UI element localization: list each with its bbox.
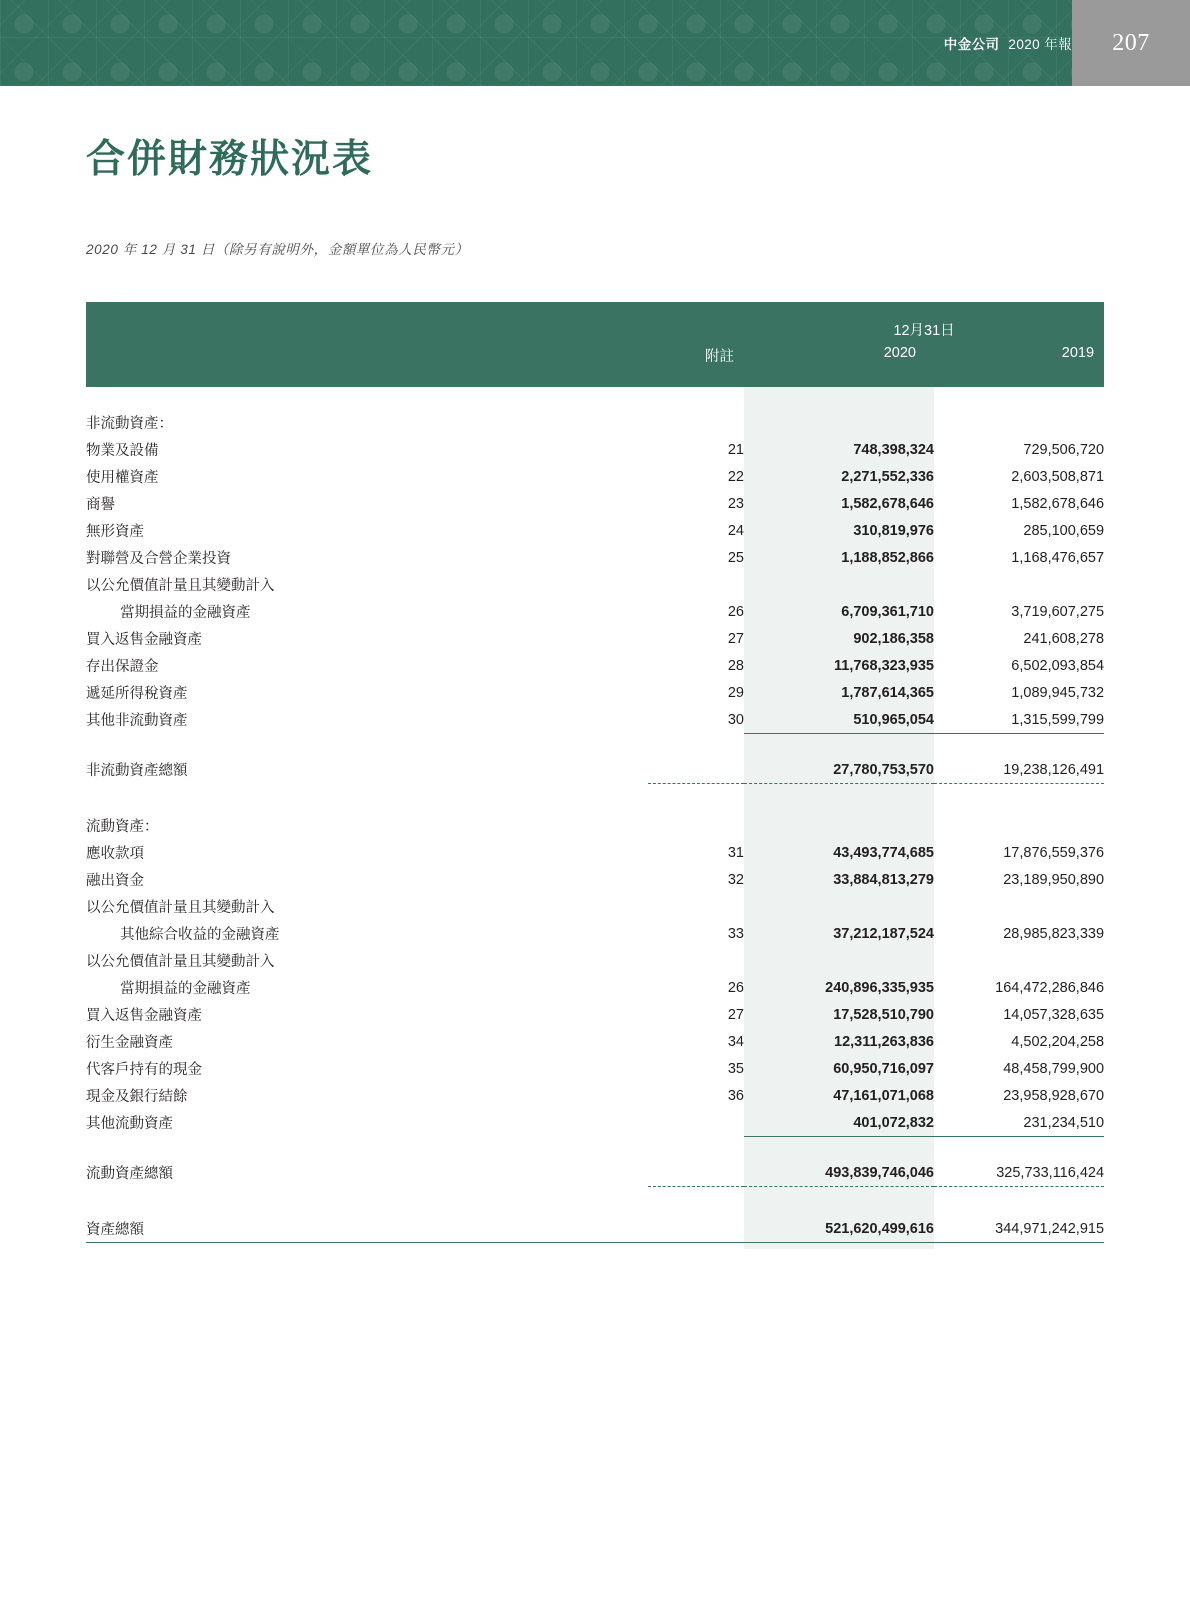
row-value-2019: 6,502,093,854 [1011,657,1105,674]
table-row [86,866,1104,893]
row-value-2020: 11,768,323,935 [744,652,934,679]
row-note [648,571,744,598]
total-label: 流動資產總額 [86,1166,173,1183]
row-note: 26 [727,603,744,620]
row-label: 融出資金 [86,873,144,889]
row-value-2019: 2,603,508,871 [1011,468,1105,485]
section-total-row [86,756,1104,784]
row-value-2020: 2,271,552,336 [744,463,934,490]
row-value-2020: 240,896,335,935 [744,974,934,1001]
row-value-2019: 164,472,286,846 [995,979,1105,996]
row-value-2019: 729,506,720 [1023,441,1105,458]
row-label: 商譽 [86,497,115,513]
row-value-2019: 3,719,607,275 [1011,603,1105,620]
table-gap [86,1193,1104,1215]
row-value-2020: 43,493,774,685 [744,839,934,866]
row-value-2019: 23,958,928,670 [1003,1087,1105,1104]
row-label: 衍生金融資產 [86,1035,173,1051]
grand-total-underline [86,1243,1104,1250]
table-gap [86,790,1104,812]
row-label: 其他流動資產 [86,1116,173,1133]
row-value-2019: 285,100,659 [1023,522,1105,539]
row-note: 34 [727,1033,744,1050]
row-value-2019: 23,189,950,890 [1003,871,1105,888]
header-report-year: 2020 年報 [1008,37,1072,52]
row-label: 無形資產 [86,524,144,540]
table-header-columns-row [86,345,1104,387]
row-label: 以公允價值計量且其變動計入 [86,954,275,970]
grand-total-value-2020: 521,620,499,616 [744,1215,934,1243]
row-value-2020: 1,787,614,365 [744,679,934,706]
table-gap [86,1137,1104,1160]
section-total-row [86,1159,1104,1187]
header-company-info [944,0,1072,86]
row-value-2020: 17,528,510,790 [744,1001,934,1028]
grand-total-label: 資產總額 [86,1222,144,1238]
row-note [648,893,744,920]
row-label: 其他非流動資產 [86,713,188,730]
page-number: 207 [1072,0,1190,86]
row-value-2020 [744,571,934,598]
table-body [86,302,1104,1249]
page-header-band [0,0,1190,86]
row-value-2019: 28,985,823,339 [1003,925,1105,942]
row-value-2019: 14,057,328,635 [1003,1006,1105,1023]
row-label: 現金及銀行結餘 [86,1089,188,1105]
row-value-2019 [934,571,1104,598]
section-heading: 非流動資產： [86,416,173,432]
row-note: 24 [727,522,744,539]
row-note [648,1109,744,1137]
row-label: 當期損益的金融資產 [120,605,251,621]
table-row [86,463,1104,490]
total-value-2020: 493,839,746,046 [744,1159,934,1187]
row-value-2020: 60,950,716,097 [744,1055,934,1082]
row-label: 對聯營及合營企業投資 [86,551,231,567]
row-label: 應收款項 [86,846,144,862]
total-note [648,756,744,784]
page-content [0,128,1190,1249]
row-note: 22 [727,468,744,485]
row-value-2020: 310,819,976 [744,517,934,544]
total-value-2019: 19,238,126,491 [1003,761,1105,778]
table-row [86,974,1104,1001]
row-value-2020 [744,893,934,920]
table-row [86,652,1104,679]
row-value-2019: 4,502,204,258 [1011,1033,1105,1050]
section-heading: 流動資產： [86,819,159,835]
row-value-2020: 401,072,832 [744,1109,934,1137]
row-note: 32 [727,871,744,888]
row-value-2019: 17,876,559,376 [1003,844,1105,861]
header-blank-note [648,302,744,345]
row-value-2019: 1,168,476,657 [1011,549,1105,566]
row-value-2020: 33,884,813,279 [744,866,934,893]
grand-total-note [648,1215,744,1243]
row-label: 存出保證金 [86,659,159,675]
row-label: 使用權資產 [86,470,159,486]
row-value-2020 [744,947,934,974]
header-date-label: 12月31日 [744,302,1104,345]
table-gap [86,734,1104,757]
row-label: 買入返售金融資產 [86,1008,202,1024]
row-value-2019: 1,089,945,732 [1011,684,1105,701]
table-row [86,571,1104,598]
table-row [86,920,1104,947]
total-value-2020: 27,780,753,570 [744,756,934,784]
page-title: 合併財務狀況表 [86,138,374,181]
section-heading-row [86,812,1104,839]
row-label: 以公允價值計量且其變動計入 [86,900,275,916]
row-note: 27 [727,1006,744,1023]
table-row [86,1001,1104,1028]
table-row [86,517,1104,544]
row-value-2020: 1,188,852,866 [744,544,934,571]
row-note: 36 [727,1087,744,1104]
row-note: 31 [727,844,744,861]
total-label: 非流動資產總額 [86,763,188,780]
row-label: 當期損益的金融資產 [120,981,251,997]
header-note-label: 附註 [648,345,744,387]
row-value-2020: 12,311,263,836 [744,1028,934,1055]
table-row [86,679,1104,706]
table-row [86,1055,1104,1082]
row-value-2020: 1,582,678,646 [744,490,934,517]
table-row [86,839,1104,866]
row-label: 物業及設備 [86,443,159,459]
row-note [648,947,744,974]
row-note: 28 [727,657,744,674]
row-value-2019: 1,582,678,646 [1011,495,1105,512]
row-note: 35 [727,1060,744,1077]
row-value-2020: 748,398,324 [744,436,934,463]
table-row [86,1109,1104,1137]
row-label: 遞延所得稅資產 [86,686,188,702]
table-row [86,893,1104,920]
header-year-2019: 2019 [934,345,1104,387]
row-value-2019: 1,315,599,799 [934,706,1104,734]
table-gap [86,387,1104,409]
page-subtitle: 2020 年 12 月 31 日（除另有說明外，金額單位為人民幣元） [86,242,469,257]
table-row [86,625,1104,652]
table-row [86,1082,1104,1109]
row-note: 30 [727,711,744,728]
row-note: 33 [727,925,744,942]
table-row [86,598,1104,625]
row-value-2020: 510,965,054 [744,706,934,734]
row-label: 代客戶持有的現金 [86,1062,202,1078]
row-label: 買入返售金融資產 [86,632,202,648]
row-value-2019: 48,458,799,900 [1003,1060,1105,1077]
financial-position-table [86,302,1104,1249]
header-blank-label [86,302,648,345]
row-value-2020: 37,212,187,524 [744,920,934,947]
row-note: 21 [727,441,744,458]
table-row [86,436,1104,463]
header-spacer [86,345,648,387]
grand-total-value-2019: 344,971,242,915 [995,1220,1105,1237]
section-heading-row [86,409,1104,436]
row-note: 23 [727,495,744,512]
row-value-2019: 231,234,510 [934,1109,1104,1137]
table-row [86,544,1104,571]
header-year-2020: 2020 [744,345,934,387]
row-value-2019: 241,608,278 [1023,630,1105,647]
table-header-date-row [86,302,1104,345]
header-company-name: 中金公司 [943,37,1000,52]
table-row [86,490,1104,517]
row-label: 其他綜合收益的金融資產 [120,927,280,943]
row-note: 25 [727,549,744,566]
total-note [648,1159,744,1187]
table-row [86,706,1104,734]
row-value-2020: 902,186,358 [744,625,934,652]
row-note: 29 [727,684,744,701]
table-row [86,1028,1104,1055]
row-value-2019 [934,947,1104,974]
row-value-2019 [934,893,1104,920]
table-row [86,947,1104,974]
row-note: 27 [727,630,744,647]
total-value-2019: 325,733,116,424 [996,1164,1105,1181]
row-value-2020: 6,709,361,710 [744,598,934,625]
row-note: 26 [727,979,744,996]
grand-total-row [86,1215,1104,1243]
row-value-2020: 47,161,071,068 [744,1082,934,1109]
row-label: 以公允價值計量且其變動計入 [86,578,275,594]
